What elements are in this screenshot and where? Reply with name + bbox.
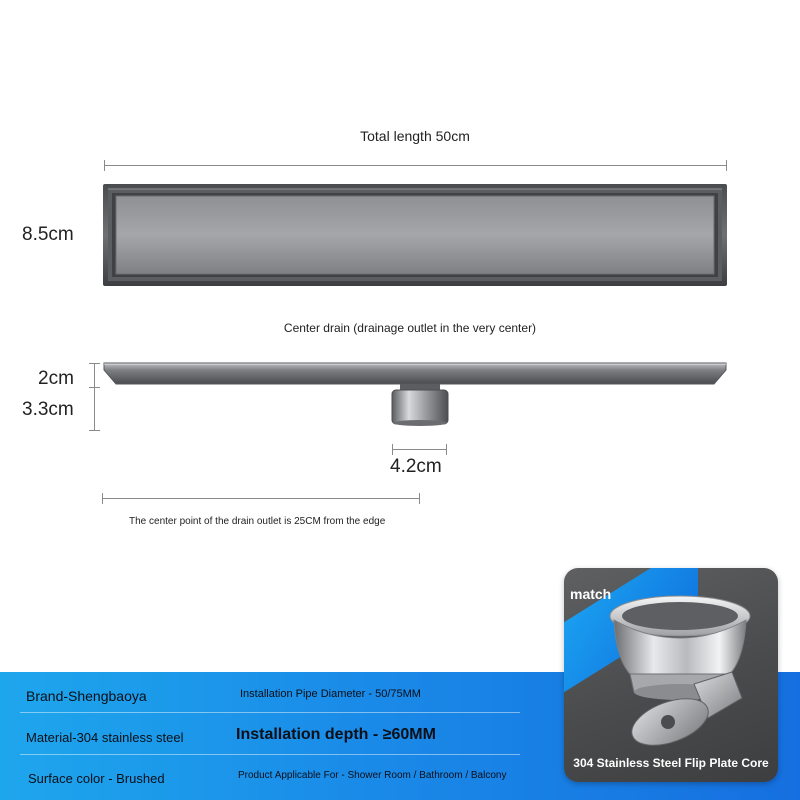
spec-separator-1 [20, 712, 520, 713]
spec-brand: Brand-Shengbaoya [26, 688, 147, 704]
total-length-tick-left [104, 160, 105, 171]
center-drain-note: Center drain (drainage outlet in the very center) [283, 321, 537, 335]
match-tag: match [570, 586, 612, 602]
total-length-label: Total length 50cm [360, 128, 470, 144]
spec-material: Material-304 stainless steel [26, 730, 184, 745]
height-bottom-label: 3.3cm [22, 399, 74, 420]
outlet-position-tick-left [102, 493, 103, 504]
spec-applicable: Product Applicable For - Shower Room / Bathroom / Balcony [238, 770, 507, 781]
outlet-position-note: The center point of the drain outlet is 25CM from the edge [129, 516, 386, 527]
spec-separator-2 [20, 754, 520, 755]
outlet-tick-left [392, 444, 393, 455]
outlet-tick-right [446, 444, 447, 455]
spec-install-depth: Installation depth - ≥60MM [236, 726, 436, 743]
spec-surface: Surface color - Brushed [28, 771, 165, 786]
outlet-position-tick-right [419, 493, 420, 504]
outlet-diameter-label: 4.2cm [390, 456, 442, 477]
spec-pipe-diameter: Installation Pipe Diameter - 50/75MM [240, 688, 421, 700]
width-label: 8.5cm [22, 224, 74, 245]
height-top-label: 2cm [38, 368, 74, 389]
total-length-tick-right [726, 160, 727, 171]
match-caption: 304 Stainless Steel Flip Plate Core [573, 756, 769, 770]
drain-top-view [102, 183, 728, 287]
match-card [564, 568, 778, 782]
outlet-position-line [102, 498, 419, 499]
height-tick-mid [89, 387, 100, 388]
height-tick-bottom [89, 430, 100, 431]
total-length-dimension-line [104, 165, 726, 166]
drain-side-view [102, 360, 728, 432]
flip-plate-core-image [604, 588, 764, 752]
height-dimension-line [94, 363, 95, 430]
outlet-dimension-line [392, 449, 446, 450]
height-tick-top [89, 363, 100, 364]
